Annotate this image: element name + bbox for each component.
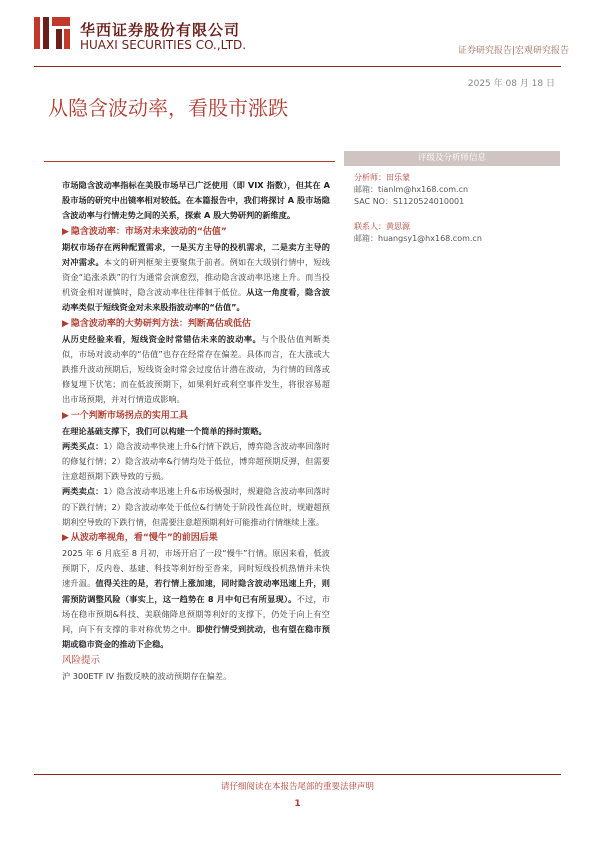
section-1-conclusion: 从这一角度看，隐含波动率类似于短线资金对未来股指波动率的“估值”。 [62, 287, 330, 313]
company-logo-icon [34, 17, 70, 49]
company-name-en: HUAXI SECURITIES CO.,LTD. [80, 38, 247, 52]
report-series: 证券研究报告|宏观研究报告 [457, 46, 569, 56]
section-1-text: 本文的研判框架主要聚焦于前者。例如在大级别行情中，短线资金“追涨杀跌”的行为通常会演愈烈，推动隐含波动率迅速上升。而当投机资金相对谨慎时，隐含波动率往往徘徊于低位。 [62, 256, 330, 298]
page-number: 1 [294, 799, 301, 809]
triangle-bullet-icon: ▶ [62, 533, 69, 544]
analyst-line [354, 172, 410, 183]
buy-points-paragraph [62, 439, 330, 485]
section-heading-3 [62, 408, 330, 424]
company-name-cn: 华西证券股份有限公司 [80, 21, 241, 39]
buy-points-label: 两类买点： [62, 440, 104, 451]
section-paragraph-2 [62, 332, 330, 408]
body-divider [44, 161, 335, 162]
analyst-label: 分析师： [354, 173, 386, 182]
report-date: 2025 年 08 月 18 日 [467, 79, 555, 89]
section-heading-4 [62, 530, 330, 546]
analyst-email[interactable]: 邮箱：tianlm@hx168.com.cn [354, 185, 469, 194]
section-4-conclusion: 即使行情受到扰动，也有望在稳市预期或稳市资金的推动下企稳。 [62, 624, 330, 650]
risk-text: 沪 300ETF IV 指数反映的波动预期存在偏差。 [62, 671, 232, 682]
section-heading-1 [62, 224, 330, 240]
buy-points-text: 1）隐含波动率快速上升&行情下跌后，博弈隐含波动率回落时的修复行情；2）隐含波动率&行情均处于低位，博弈超预期反弹，但需要注意超预期下跌导致的亏损。 [62, 440, 330, 482]
section-title-3: 一个判断市场拐点的实用工具 [70, 410, 188, 421]
intro-paragraph: 市场隐含波动率指标在美股市场早已广泛使用（即 VIX 指数），但其在 A 股市场的研究中出镜率相对较低。在本篇报告中，我们将探讨 A 股市场隐含波动率与行情走势之间的关系，探索 A 股大势研判的新维度。 [62, 180, 330, 221]
section-4-text: 2025 年 6 月底至 8 月初，市场开启了一段“慢牛”行情。原因来看，低波预期下，反内卷、基建、科技等利好纷至沓来，同时短线投机热情并未快速升温。 [62, 548, 330, 589]
section-4-text-2: 不过，市场在稳市预期&科技、美联储降息预期等利好的支撑下，仍处于向上有空间，向下有支撑的非对称优势之中。 [62, 593, 330, 635]
section-1-lead: 期权市场存在两种配置需求，一是买方主导的投机需求，二是卖方主导的对冲需求。 [62, 241, 330, 267]
section-2-lead: 从历史经验来看，短线资金时常错估未来的波动率。 [62, 333, 262, 344]
section-paragraph-1 [62, 240, 330, 316]
analyst-name: 田乐蒙 [386, 173, 410, 182]
triangle-bullet-icon: ▶ [62, 226, 69, 237]
section-paragraph-4 [62, 546, 330, 652]
section-title-1: 隐含波动率：市场对未来波动的“估值” [70, 226, 227, 237]
section-3-lead: 在理论基础支撑下，我们可以构建一个简单的择时策略。 [62, 425, 267, 436]
section-title-4: 从波动率视角，看“慢牛”的前因后果 [70, 533, 218, 544]
contact-email[interactable]: 邮箱：huangsy1@hx168.com.cn [354, 234, 482, 243]
footer-divider [34, 774, 561, 775]
sidebar-heading: 评级及分析师信息 [344, 151, 560, 166]
contact-line [354, 221, 410, 232]
contact-label: 联系人： [354, 222, 386, 231]
sell-points-text: 1）隐含波动率迅速上升&市场极强时，规避隐含波动率回落时的下跌行情；2）隐含波动率处于低位&行情处于阶段性高位时，规避超预期利空导致的下跌行情，但需要注意超预期利好可能推动行情继续上涨。 [62, 486, 330, 527]
risk-heading: 风险提示 [62, 655, 101, 667]
contact-name: 黄思源 [386, 222, 410, 231]
triangle-bullet-icon: ▶ [62, 318, 69, 329]
legal-notice: 请仔细阅读在本报告尾部的重要法律声明 [220, 782, 374, 792]
report-body [62, 178, 330, 685]
section-2-text: 与个股估值判断类似，市场对波动率的“估值”也存在经常存在偏差。具体而言，在大涨或大跌推升波动预期后，短线资金时常会过度估计潜在波动，为行情的回落或修复埋下伏笔；而在低波预期下，如果利好或利空事件发生，将很容易超出市场预期，并对行情造成影响。 [62, 333, 330, 405]
analyst-sac: SAC NO：S1120524010001 [354, 197, 465, 206]
sell-points-paragraph [62, 484, 330, 530]
sell-points-label: 两类卖点： [62, 486, 104, 497]
header-divider [34, 66, 561, 67]
section-title-2: 隐含波动率的大势研判方法：判断高估或低估 [70, 318, 251, 329]
section-4-warning: 值得关注的是，若行情上涨加速，同时隐含波动率迅速上升，则需预防调整风险（事实上，这一趋势在 8 月中旬已有所显现）。 [62, 578, 330, 604]
report-title: 从隐含波动率，看股市涨跌 [48, 96, 288, 120]
triangle-bullet-icon: ▶ [62, 410, 69, 421]
section-heading-2 [62, 316, 330, 332]
